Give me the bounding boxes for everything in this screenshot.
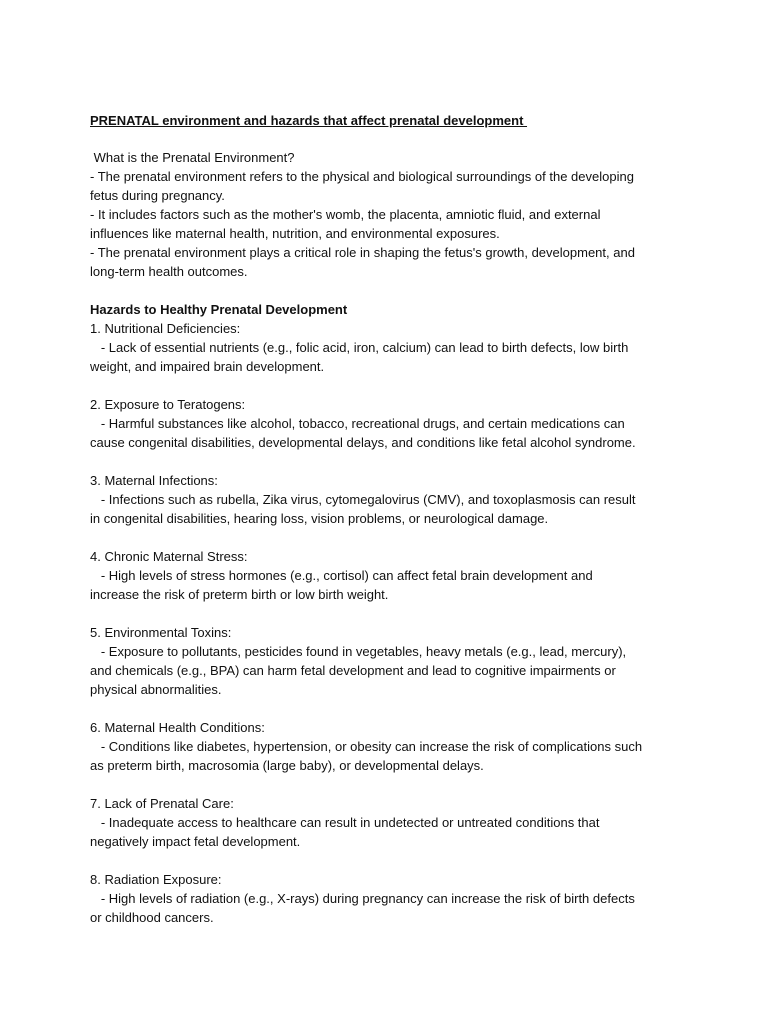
hazard-line: - High levels of stress hormones (e.g., cortisol) can affect fetal brain development and (90, 568, 593, 583)
hazards-heading: Hazards to Healthy Prenatal Development (90, 302, 348, 317)
hazard-title: 5. Environmental Toxins: (90, 625, 232, 640)
hazard-line: - Lack of essential nutrients (e.g., folic acid, iron, calcium) can lead to birth defects, low birth (90, 340, 629, 355)
spacer (90, 851, 690, 870)
hazard-line: negatively impact fetal development. (90, 834, 301, 849)
hazard-item-2 (90, 395, 690, 452)
spacer (90, 528, 690, 547)
hazard-title: 4. Chronic Maternal Stress: (90, 549, 248, 564)
intro-section (90, 148, 690, 281)
intro-line: - The prenatal environment refers to the physical and biological surroundings of the developing (90, 169, 634, 184)
hazard-item-3 (90, 471, 690, 528)
hazard-line: - Harmful substances like alcohol, tobacco, recreational drugs, and certain medications can (90, 416, 625, 431)
spacer (90, 130, 690, 148)
spacer (90, 376, 690, 395)
hazard-line: or childhood cancers. (90, 910, 214, 925)
hazard-line: in congenital disabilities, hearing loss, vision problems, or neurological damage. (90, 511, 549, 526)
hazard-title: 8. Radiation Exposure: (90, 872, 222, 887)
hazard-line: and chemicals (e.g., BPA) can harm fetal development and lead to cognitive impairments or (90, 663, 616, 678)
spacer (90, 775, 690, 794)
document-page (90, 111, 690, 927)
hazard-title: 3. Maternal Infections: (90, 473, 218, 488)
intro-line: fetus during pregnancy. (90, 188, 225, 203)
hazard-item-8 (90, 870, 690, 927)
intro-line: long-term health outcomes. (90, 264, 248, 279)
hazard-line: weight, and impaired brain development. (90, 359, 325, 374)
intro-line: - It includes factors such as the mother's womb, the placenta, amniotic fluid, and external (90, 207, 601, 222)
hazard-line: cause congenital disabilities, developmental delays, and conditions like fetal alcohol syndrome. (90, 435, 636, 450)
hazard-item-6 (90, 718, 690, 775)
hazard-line: as preterm birth, macrosomia (large baby), or developmental delays. (90, 758, 484, 773)
hazard-line: - Conditions like diabetes, hypertension, or obesity can increase the risk of complications such (90, 739, 643, 754)
spacer (90, 281, 690, 300)
intro-question: What is the Prenatal Environment? (90, 150, 295, 165)
intro-line: - The prenatal environment plays a critical role in shaping the fetus's growth, development, and (90, 245, 635, 260)
hazard-line: increase the risk of preterm birth or low birth weight. (90, 587, 389, 602)
spacer (90, 699, 690, 718)
hazard-line: - Infections such as rubella, Zika virus, cytomegalovirus (CMV), and toxoplasmosis can result (90, 492, 636, 507)
hazard-title: 7. Lack of Prenatal Care: (90, 796, 234, 811)
hazard-title: 1. Nutritional Deficiencies: (90, 321, 241, 336)
spacer (90, 604, 690, 623)
hazard-title: 2. Exposure to Teratogens: (90, 397, 246, 412)
hazard-line: - High levels of radiation (e.g., X-rays) during pregnancy can increase the risk of birth defects (90, 891, 635, 906)
document-title: PRENATAL environment and hazards that affect prenatal development (90, 113, 528, 128)
hazard-item-4 (90, 547, 690, 604)
hazard-line: physical abnormalities. (90, 682, 222, 697)
hazard-item-1 (90, 319, 690, 376)
hazard-line: - Inadequate access to healthcare can result in undetected or untreated conditions that (90, 815, 600, 830)
hazard-title: 6. Maternal Health Conditions: (90, 720, 265, 735)
hazard-item-7 (90, 794, 690, 851)
hazard-line: - Exposure to pollutants, pesticides found in vegetables, heavy metals (e.g., lead, mercury), (90, 644, 627, 659)
spacer (90, 452, 690, 471)
hazard-item-5 (90, 623, 690, 699)
intro-line: influences like maternal health, nutrition, and environmental exposures. (90, 226, 500, 241)
